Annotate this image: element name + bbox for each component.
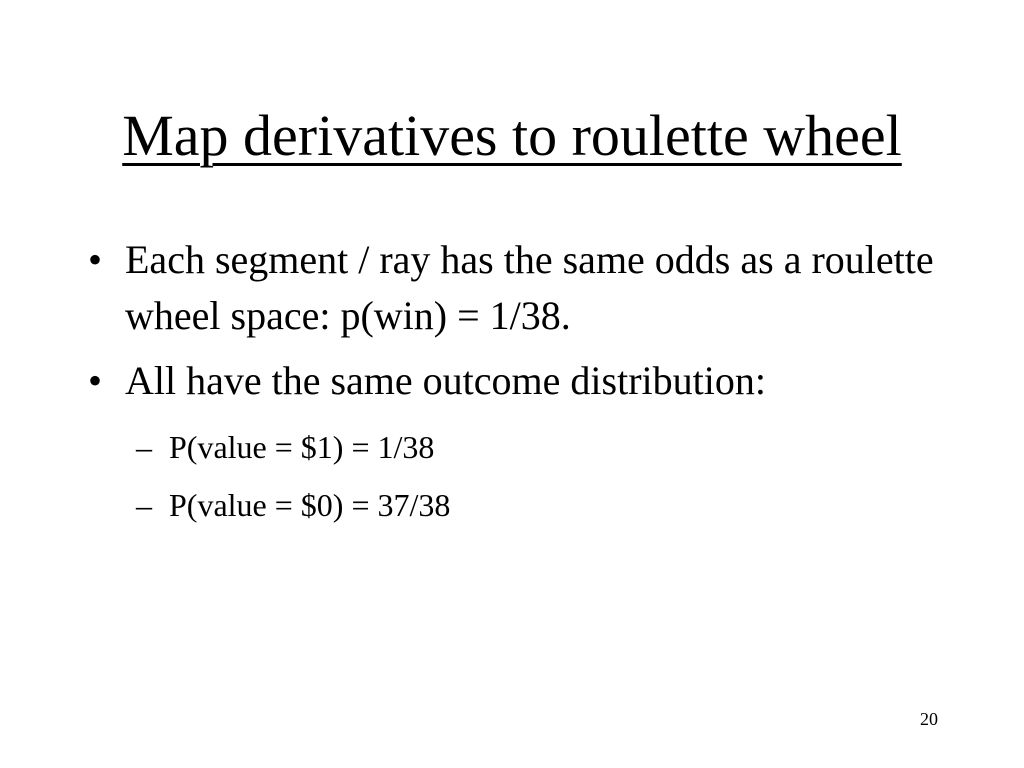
page-number: 20 (920, 709, 938, 729)
sub-bullet-text: P(value = $0) = 37/38 (169, 487, 451, 523)
bullet-item (88, 232, 948, 344)
bullet-marker: • (88, 358, 103, 403)
sub-bullet-list (88, 418, 948, 534)
bullet-marker: • (88, 237, 103, 282)
bullet-item (88, 353, 948, 409)
bullet-text: Each segment / ray has the same odds as a roulette wheel space: p(win) = 1/38. (125, 237, 934, 338)
sub-bullet-group (88, 418, 948, 534)
sub-bullet-marker: – (136, 487, 152, 523)
bullet-text: All have the same outcome distribution: (125, 358, 766, 403)
sub-bullet-item (88, 418, 948, 476)
bullet-list (88, 232, 948, 534)
sub-bullet-item (88, 476, 948, 534)
sub-bullet-text: P(value = $1) = 1/38 (169, 429, 435, 465)
sub-bullet-marker: – (136, 429, 152, 465)
slide-title: Map derivatives to roulette wheel (122, 103, 902, 168)
